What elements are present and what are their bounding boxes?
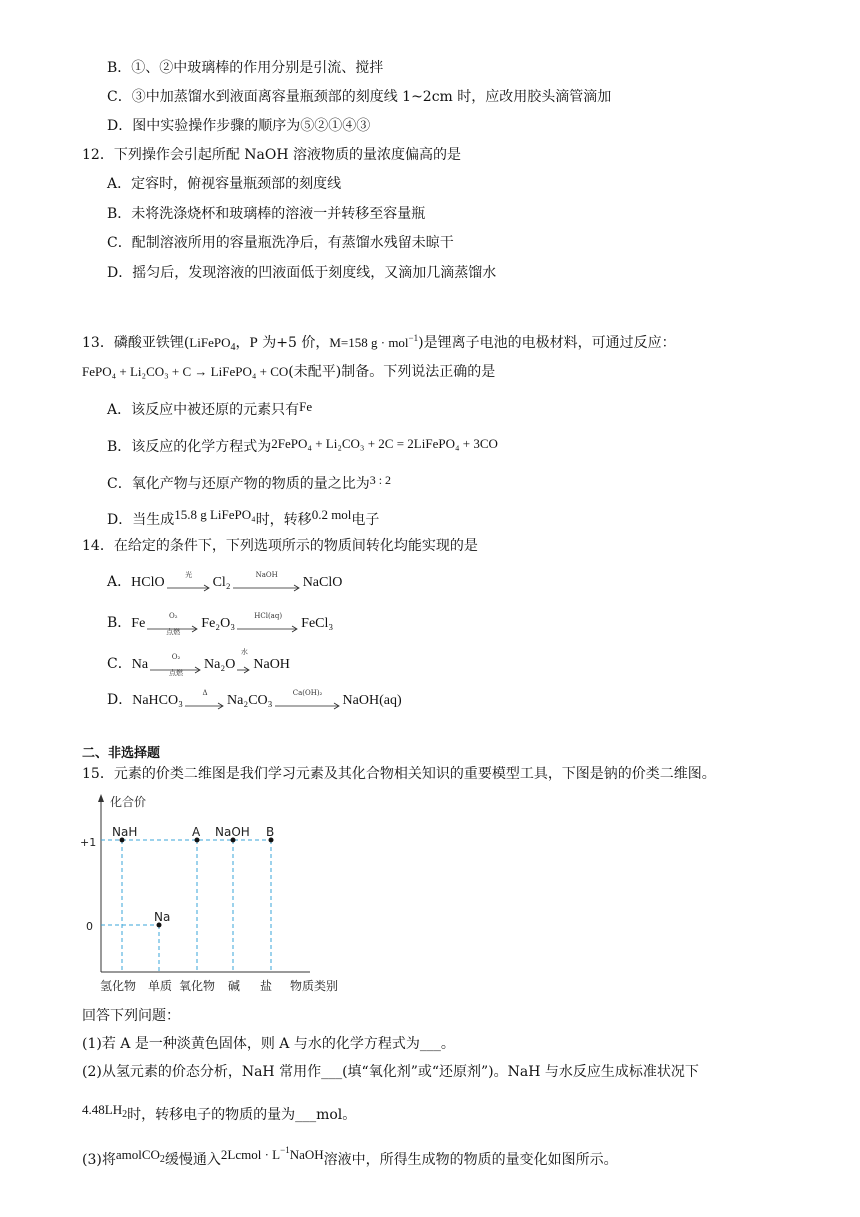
point-label: NaOH: [215, 825, 250, 839]
q12-option-d: D．摇匀后，发现溶液的凹液面低于刻度线，又滴加几滴蒸馏水: [107, 265, 497, 281]
q15-part3: (3)将amolCO$_2$缓慢通入2Lcmol · $L^{-1}NaOH$溶液中，所得生成物的物质的量变化如图所示。: [82, 1145, 618, 1168]
q14-option-b: B．Fe O₂ 点燃 Fe₂O₃ HCl(aq) FeCl₃: [107, 612, 334, 636]
arrow-icon: Δ: [185, 696, 225, 704]
q12-stem: 12．下列操作会引起所配 NaOH 溶液物质的量浓度偏高的是: [82, 147, 461, 163]
valence-class-chart: [78, 790, 368, 1000]
section-heading: 二、非选择题: [82, 746, 161, 761]
arrow-icon: Ca(OH)₂: [275, 696, 341, 704]
point-label: B: [266, 825, 275, 839]
q11-option-b: B．①、②中玻璃棒的作用分别是引流、搅拌: [107, 60, 384, 76]
arrow-icon: 水: [237, 660, 251, 668]
arrow-icon: NaOH: [233, 578, 301, 586]
q15-stem: 15．元素的价类二维图是我们学习元素及其化合物相关知识的重要模型工具，下图是钠的价类二维图。: [82, 766, 716, 782]
q13-stem-line2: FePO₄ + Li₂CO₃ + C → LiFePO₄ + CO(未配平)制备。下列说法正确的是: [82, 364, 496, 380]
y-axis-title: 化合价: [110, 795, 147, 809]
q14-option-a: A．HClO 光 Cl₂ NaOH NaClO: [107, 571, 343, 590]
q13-option-d: D．当生成15.8 g LiFePO₄时，转移0.2 mol电子: [107, 507, 380, 528]
q14-option-c: C．Na O₂ 点燃 Na₂O 水 NaOH: [107, 648, 290, 677]
q12-option-c: C．配制溶液所用的容量瓶洗净后，有蒸馏水残留未晾干: [107, 235, 454, 251]
q14-option-d: D．NaHCO₃ Δ Na₂CO₃ Ca(OH)₂ NaOH(aq): [107, 689, 402, 708]
x-category-label: 氢化物: [100, 979, 137, 993]
point-label: NaH: [112, 825, 138, 839]
y-tick-label: +1: [80, 836, 97, 849]
x-category-label: 碱: [228, 979, 241, 993]
q13-stem-line1: 13．磷酸亚铁锂(LiFePO$_4$，P 为+5 价，M=158 g · mol$^{-1}$)是锂离子电池的电极材料，可通过反应：: [82, 333, 676, 353]
q13-option-a: A．该反应中被还原的元素只有Fe: [107, 399, 313, 418]
x-category-label: 氧化物: [179, 979, 216, 993]
x-axis-title: 物质类别: [290, 979, 339, 993]
q12-option-a: A．定容时，俯视容量瓶颈部的刻度线: [107, 176, 342, 192]
q11-option-d: D．图中实验操作步骤的顺序为⑤②①④③: [107, 118, 371, 134]
y-tick-label: 0: [86, 920, 93, 933]
q15-part2: (2)从氢元素的价态分析，NaH 常用作___(填“氧化剂”或“还原剂”)。NaH 与水反应生成标准状况下: [82, 1064, 699, 1080]
q13-option-b: B．该反应的化学方程式为2FePO₄ + Li₂CO₃ + 2C = 2LiFePO₄ + 3CO: [107, 436, 498, 455]
q14-stem: 14．在给定的条件下，下列选项所示的物质间转化均能实现的是: [82, 538, 478, 554]
q12-option-b: B．未将洗涤烧杯和玻璃棒的溶液一并转移至容量瓶: [107, 206, 426, 222]
arrow-icon: 光: [167, 578, 211, 586]
point-label: Na: [154, 910, 171, 924]
q15-part1: (1)若 A 是一种淡黄色固体，则 A 与水的化学方程式为___。: [82, 1036, 455, 1052]
arrow-icon: HCl(aq): [237, 619, 299, 627]
x-category-label: 单质: [148, 979, 173, 993]
q15-part2-cont: $4.48LH_2$时，转移电子的物质的量为___mol。: [82, 1102, 357, 1123]
x-category-label: 盐: [260, 979, 273, 993]
q15-answer-intro: 回答下列问题：: [82, 1008, 180, 1024]
q11-option-c: C．③中加蒸馏水到液面离容量瓶颈部的刻度线 1~2cm 时，应改用胶头滴管滴加: [107, 89, 612, 105]
q13-option-c: C．氧化产物与还原产物的物质的量之比为3 : 2: [107, 473, 392, 492]
arrow-icon: O₂ 点燃: [147, 619, 199, 627]
point-label: A: [192, 825, 201, 839]
arrow-icon: O₂ 点燃: [150, 660, 202, 668]
q13-reaction: FePO₄ + Li₂CO₃ + C → LiFePO₄ + CO: [82, 364, 289, 379]
